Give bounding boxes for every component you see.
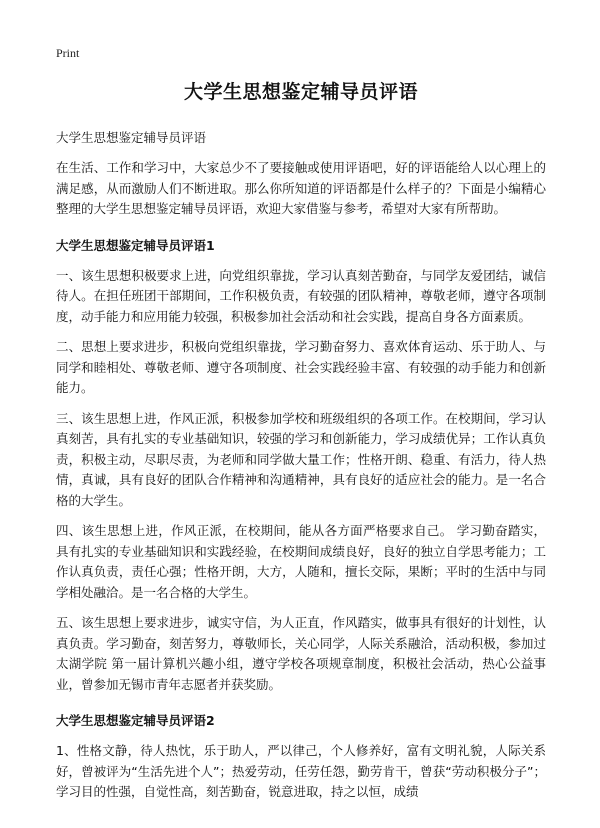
section-heading-2: 大学生思想鉴定辅导员评语2 [56, 713, 215, 728]
section-1-paragraph-2: 二、思想上要求进步，积极向党组织靠拢，学习勤奋努力、喜欢体育运动、乐于助人、与同学和睦相处、尊敬老师、遵守各项制度、社会实践经验丰富、有较强的动手能力和创新能力。 [56, 339, 546, 395]
document-body [56, 78, 546, 803]
document-title: 大学生思想鉴定辅导员评语 [183, 81, 418, 103]
print-link[interactable]: Print [56, 46, 80, 60]
section-1-paragraph-5: 五、该生思想上要求进步，诚实守信，为人正直，作风踏实，做事具有很好的计划性，认真负责。学习勤奋，刻苦努力，尊敬师长，关心同学，人际关系融洽，活动积极，参加过太湖学院 第一届计算机兴趣小组，遵守学校各项规章制度，积极社会活动，热心公益事业，曾参加无锡市青年志愿者并获奖励。 [56, 615, 546, 692]
section-1-paragraph-3: 三、该生思想上进，作风正派，积极参加学校和班级组织的各项工作。在校期间，学习认真刻苦，具有扎实的专业基础知识，较强的学习和创新能力，学习成绩优异；工作认真负责，积极主动，尽职尽责，为老师和同学做大量工作；性格开朗、稳重、有活力，待人热情，真诚，具有良好的团队合作精神和沟通精神，具有良好的适应社会的能力。是一名合格的大学生。 [56, 410, 546, 508]
section-1-paragraph-4: 四、该生思想上进，作风正派，在校期间，能从各方面严格要求自己。 学习勤奋踏实，具有扎实的专业基础知识和实践经验，在校期间成绩良好，良好的独立自学思考能力；工作认真负责，责任心强；性格开朗，大方，人随和，擅长交际，果断；平时的生活中与同学相处融洽。是一名合格的大学生。 [56, 523, 546, 600]
section-heading-1: 大学生思想鉴定辅导员评语1 [56, 237, 215, 253]
intro-paragraph: 在生活、工作和学习中，大家总少不了要接触或使用评语吧，好的评语能给人以心理上的满足感，从而激励人们不断进取。那么你所知道的评语都是什么样子的？下面是小编精心整理的大学生思想鉴定辅导员评语，欢迎大家借鉴与参考，希望对大家有所帮助。 [56, 160, 546, 216]
section-1-paragraph-1: 一、该生思想积极要求上进，向党组织靠拢，学习认真刻苦勤奋，与同学友爱团结，诚信待人。在担任班团干部期间，工作积极负责，有较强的团队精神，尊敬老师，遵守各项制度，动手能力和应用能力较强，积极参加社会活动和社会实践，提高自身各方面素质。 [56, 267, 546, 324]
section-2-paragraph-1: 1、性格文静，待人热忱，乐于助人，严以律己，个人修养好，富有文明礼貌，人际关系好，曾被评为“生活先进个人”；热爱劳动，任劳任怨，勤劳肯干，曾获“劳动积极分子”；学习目的性强，自觉性高，刻苦勤奋，锐意进取，持之以恒，成绩 [56, 743, 546, 799]
document-subtitle: 大学生思想鉴定辅导员评语 [56, 130, 207, 145]
